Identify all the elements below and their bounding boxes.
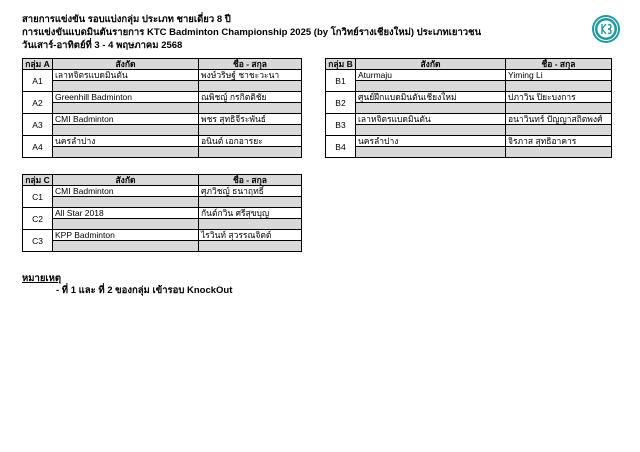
club-cell: All Star 2018 xyxy=(53,208,199,219)
group-a-table xyxy=(22,58,302,158)
seed-id: B1 xyxy=(326,70,356,92)
seed-id: A3 xyxy=(23,114,53,136)
table-row xyxy=(23,186,302,197)
table-row xyxy=(23,70,302,81)
header-line-3: วันเสาร์-อาทิตย์ที่ 3 - 4 พฤษภาคม 2568 xyxy=(22,40,183,51)
table-row-shaded xyxy=(23,125,302,136)
table-row xyxy=(23,208,302,219)
club-cell: นครลำปาง xyxy=(356,136,506,147)
player-name-cell: ณพิชญ์ กรกิตติชัย xyxy=(199,92,302,103)
group-c-label: กลุ่ม C xyxy=(23,175,53,186)
player-name-cell: อนินต์ เอกอารยะ xyxy=(199,136,302,147)
club-cell: นครลำปาง xyxy=(53,136,199,147)
player-name-cell: พชร สุทธิจีระพันธ์ xyxy=(199,114,302,125)
club-cell: CMI Badminton xyxy=(53,114,199,125)
table-row xyxy=(326,114,612,125)
table-row-shaded xyxy=(23,147,302,158)
table-row-shaded xyxy=(326,103,612,114)
club-cell: CMI Badminton xyxy=(53,186,199,197)
name-column-header: ชื่อ - สกุล xyxy=(199,59,302,70)
group-b-header-row xyxy=(326,59,612,70)
club-cell: เลาหจิตรแบดมินตัน xyxy=(356,114,506,125)
table-row-shaded xyxy=(23,197,302,208)
seed-id: B4 xyxy=(326,136,356,158)
player-name-cell: Yiming Li xyxy=(506,70,612,81)
club-cell: Greenhill Badminton xyxy=(53,92,199,103)
club-cell: ศูนย์ฝึกแบดมินตันเชียงใหม่ xyxy=(356,92,506,103)
table-row xyxy=(326,92,612,103)
table-row xyxy=(23,92,302,103)
player-name-cell: จิรภาส สุทธิอาคาร xyxy=(506,136,612,147)
seed-id: B3 xyxy=(326,114,356,136)
table-row-shaded xyxy=(326,81,612,92)
table-row-shaded xyxy=(23,241,302,252)
group-b-label: กลุ่ม B xyxy=(326,59,356,70)
table-row-shaded xyxy=(23,219,302,230)
name-column-header: ชื่อ - สกุล xyxy=(199,175,302,186)
table-row-shaded xyxy=(23,103,302,114)
note-title: หมายเหตุ xyxy=(22,273,62,284)
table-row-shaded xyxy=(326,125,612,136)
seed-id: B2 xyxy=(326,92,356,114)
group-c-table xyxy=(22,174,302,252)
club-cell: KPP Badminton xyxy=(53,230,199,241)
player-name-cell: ไรวินท์ สุวรรณจิตต์ xyxy=(199,230,302,241)
club-column-header: สังกัด xyxy=(356,59,506,70)
seed-id: A2 xyxy=(23,92,53,114)
table-row-shaded xyxy=(326,147,612,158)
seed-id: C1 xyxy=(23,186,53,208)
club-column-header: สังกัด xyxy=(53,175,199,186)
header-line-2: การแข่งขันแบดมินตันรายการ KTC Badminton Championship 2025 (by โกวิทย์รางเชียงใหม่) ประเภทเยาวชน xyxy=(22,27,482,38)
club-column-header: สังกัด xyxy=(53,59,199,70)
table-row-shaded xyxy=(23,81,302,92)
table-row xyxy=(23,114,302,125)
player-name-cell: อนาวินทร์ ปัญญาสถิตพงศ์ xyxy=(506,114,612,125)
table-row xyxy=(326,70,612,81)
table-row xyxy=(326,136,612,147)
group-a-label: กลุ่ม A xyxy=(23,59,53,70)
player-name-cell: กันต์กวิน ศรีสุขบุญ xyxy=(199,208,302,219)
note-text: - ที่ 1 และ ที่ 2 ของกลุ่ม เข้ารอบ KnockOut xyxy=(56,285,233,296)
seed-id: A4 xyxy=(23,136,53,158)
player-name-cell: ปภาวิน ปิยะบงการ xyxy=(506,92,612,103)
player-name-cell: ศุภวิชญ์ ธนาฤทธิ์ xyxy=(199,186,302,197)
group-a-header-row xyxy=(23,59,302,70)
group-b-table xyxy=(325,58,612,158)
player-name-cell: พงษ์วริษฐ์ ชาชะวะนา xyxy=(199,70,302,81)
club-cell: เลาหจิตรแบดมินตัน xyxy=(53,70,199,81)
badminton-logo-icon xyxy=(591,14,621,44)
seed-id: A1 xyxy=(23,70,53,92)
seed-id: C2 xyxy=(23,208,53,230)
header-line-1: สายการแข่งขัน รอบแบ่งกลุ่ม ประเภท ชายเดี่ยว 8 ปี xyxy=(22,14,231,25)
seed-id: C3 xyxy=(23,230,53,252)
table-row xyxy=(23,230,302,241)
document-header xyxy=(22,13,481,52)
club-cell: Aturmaju xyxy=(356,70,506,81)
group-c-header-row xyxy=(23,175,302,186)
table-row xyxy=(23,136,302,147)
name-column-header: ชื่อ - สกุล xyxy=(506,59,612,70)
